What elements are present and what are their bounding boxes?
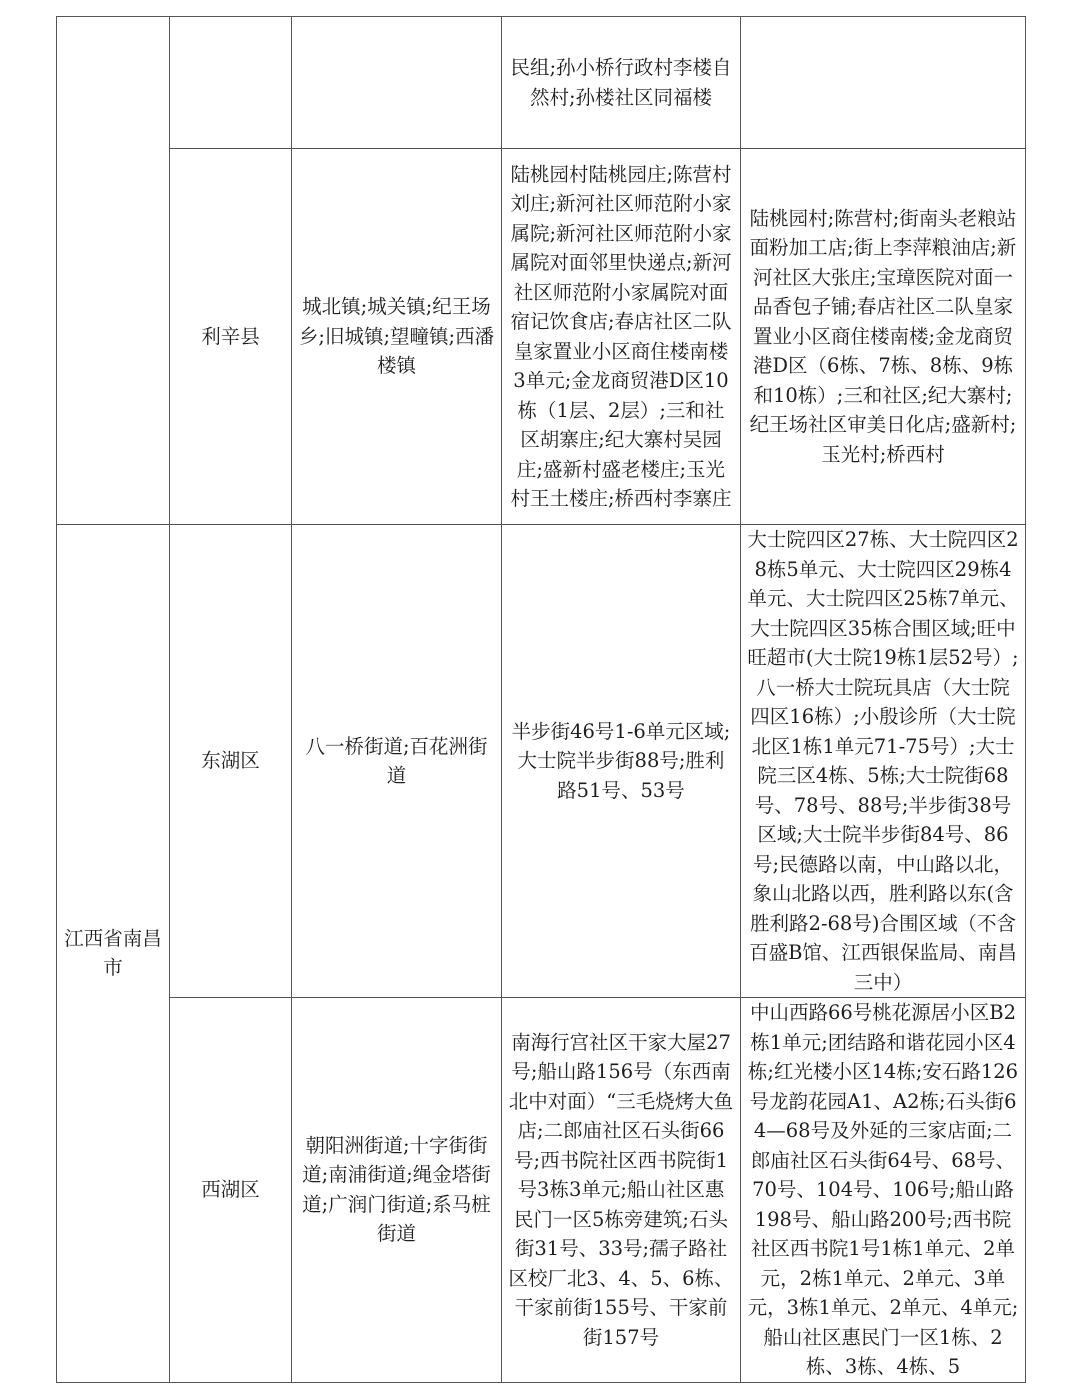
table-row	[57, 17, 1026, 149]
high-risk-cell: 南海行宫社区干家大屋27号;船山路156号（东西南北中对面）“三毛烧烤大鱼店;二郎庙社区石头街66号;西书院社区西书院街1号3栋3单元;船山社区惠民门一区5栋旁建筑;石头街31号、33号;孺子路社区校厂北3、4、5、6栋、干家前街155号、干家前街157号	[502, 998, 741, 1383]
county-cell: 东湖区	[170, 525, 292, 998]
risk-area-table	[56, 16, 1026, 1383]
towns-cell: 八一桥街道;百花洲街道	[292, 525, 502, 998]
towns-cell: 城北镇;城关镇;纪王场乡;旧城镇;望疃镇;西潘楼镇	[292, 149, 502, 525]
risk-area-table-container	[56, 16, 1025, 1383]
medium-risk-cell: 陆桃园村;陈营村;街南头老粮站面粉加工店;街上李萍粮油店;新河社区大张庄;宝璋医院对面一品香包子铺;春店社区二队皇家置业小区商住楼南楼;金龙商贸港D区（6栋、7栋、8栋、9栋和10栋）;三和社区;纪大寨村;纪王场社区审美日化店;盛新村;玉光村;桥西村	[741, 149, 1026, 525]
high-risk-cell: 半步街46号1-6单元区域;大士院半步街88号;胜利路51号、53号	[502, 525, 741, 998]
towns-cell: 朝阳洲街道;十字街街道;南浦街道;绳金塔街道;广润门街道;系马桩街道	[292, 998, 502, 1383]
medium-risk-cell: 大士院四区27栋、大士院四区28栋5单元、大士院四区29栋4单元、大士院四区25栋7单元、大士院四区35栋合围区域;旺中旺超市(大士院19栋1层52号）;八一桥大士院玩具店（大士院四区16栋）;小殷诊所（大士院北区1栋1单元71-75号）;大士院三区4栋、5栋;大士院街68号、78号、88号;半步街38号区域;大士院半步街84号、86号;民德路以南，中山路以北，象山北路以西，胜利路以东(含胜利路2-68号)合围区域（不含百盛B馆、江西银保监局、南昌三中）	[741, 525, 1026, 998]
medium-risk-cell	[741, 17, 1026, 149]
county-cell: 利辛县	[170, 149, 292, 525]
medium-risk-cell: 中山西路66号桃花源居小区B2栋1单元;团结路和谐花园小区4栋;红光楼小区14栋;安石路126号龙韵花园A1、A2栋;石头街64—68号及外延的三家店面;二郎庙社区石头街64号、68号、70号、104号、106号;船山路198号、船山路200号;西书院社区西书院1号1栋1单元、2单元，2栋1单元、2单元、3单元，3栋1单元、2单元、4单元;船山社区惠民门一区1栋、2栋、3栋、4栋、5	[741, 998, 1026, 1383]
table-row	[57, 149, 1026, 525]
county-cell: 西湖区	[170, 998, 292, 1383]
high-risk-cell: 陆桃园村陆桃园庄;陈营村刘庄;新河社区师范附小家属院;新河社区师范附小家属院对面邻里快递点;新河社区师范附小家属院对面宿记饮食店;春店社区二队皇家置业小区商住楼南楼3单元;金龙商贸港D区10栋（1层、2层）;三和社区胡寨庄;纪大寨村吴园庄;盛新村盛老楼庄;玉光村王土楼庄;桥西村李寨庄	[502, 149, 741, 525]
table-row	[57, 998, 1026, 1383]
city-cell: 江西省南昌市	[57, 525, 170, 1383]
city-cell	[57, 17, 170, 525]
table-row	[57, 525, 1026, 998]
county-cell	[170, 17, 292, 149]
towns-cell	[292, 17, 502, 149]
high-risk-cell: 民组;孙小桥行政村李楼自然村;孙楼社区同福楼	[502, 17, 741, 149]
